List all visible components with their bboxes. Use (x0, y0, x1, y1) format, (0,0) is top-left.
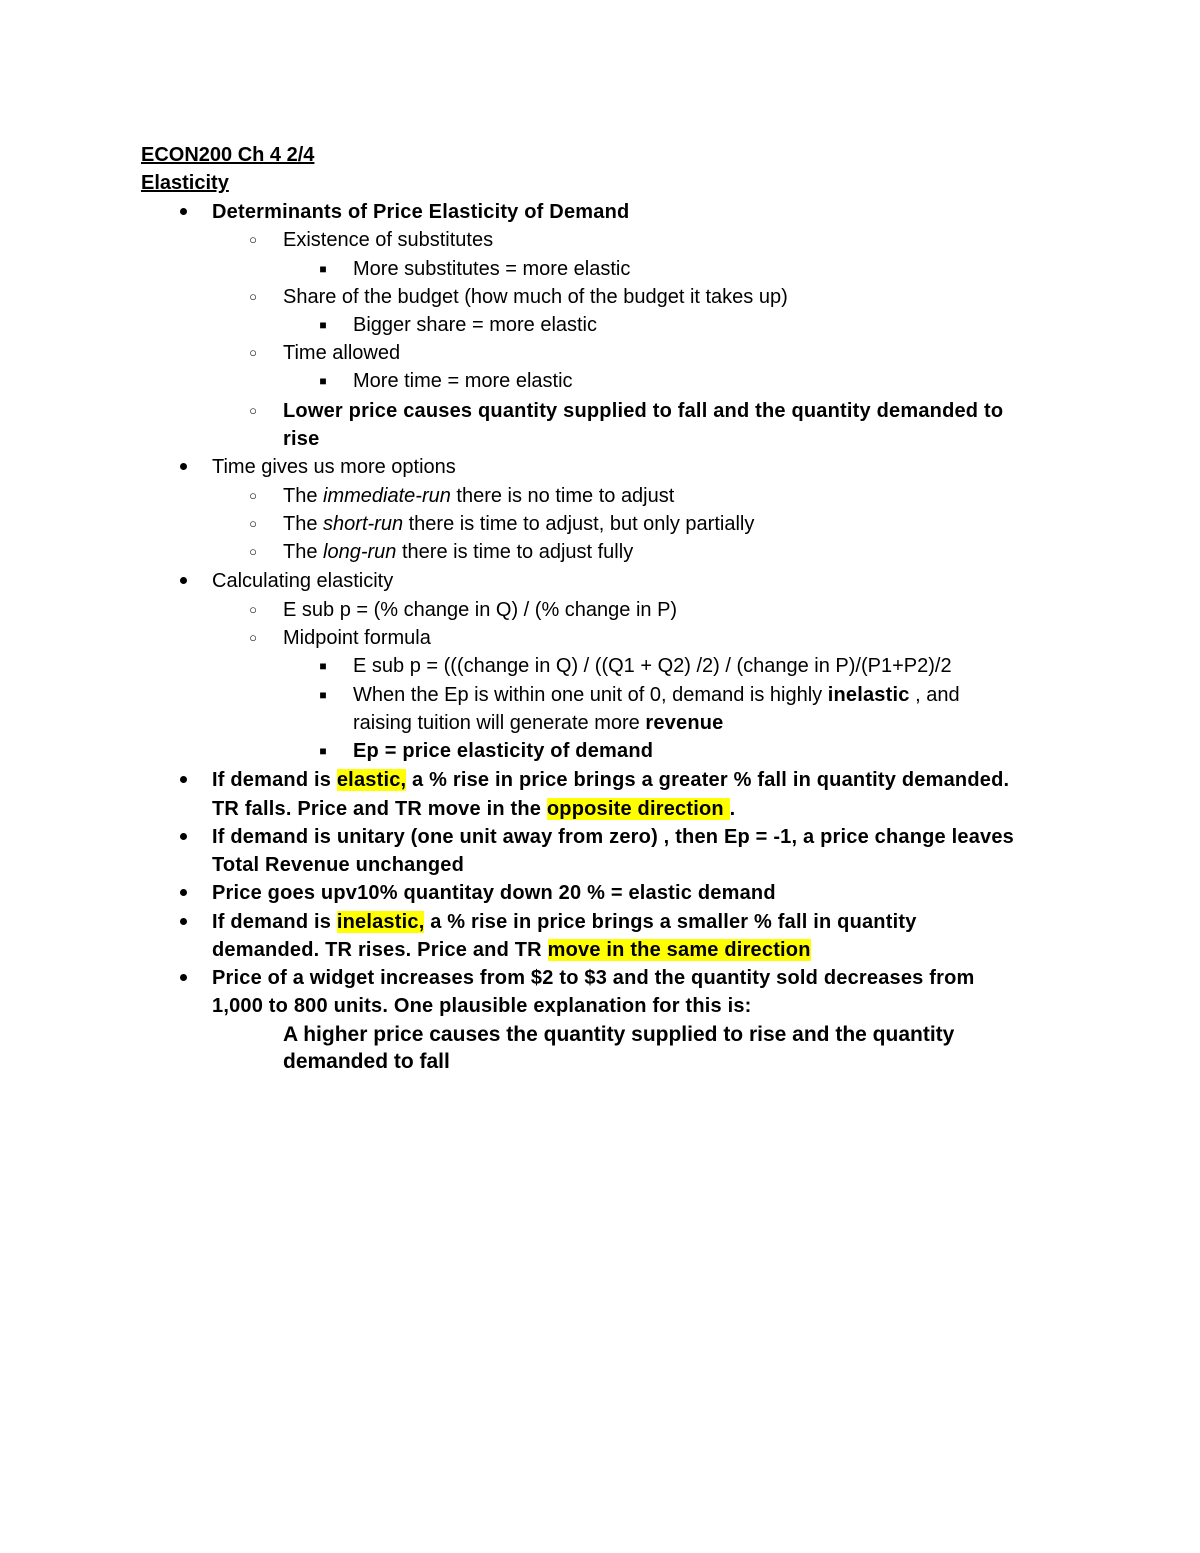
disc-bullet-icon (178, 964, 188, 992)
square-bullet-icon: ■ (319, 744, 327, 758)
square-bullet-icon: ■ (319, 688, 327, 702)
list-item: Price goes upv10% quantitay down 20 % = elastic demand (212, 882, 776, 904)
circle-bullet-icon: ○ (249, 289, 257, 304)
circle-bullet-icon: ○ (249, 602, 257, 617)
disc-bullet-icon (178, 766, 188, 794)
list-item-continued: raising tuition will generate more revenue (353, 712, 724, 734)
highlight: inelastic, (336, 911, 425, 933)
list-item: Share of the budget (how much of the budget it takes up) (283, 286, 788, 308)
list-item: Time allowed (283, 342, 401, 364)
square-bullet-icon: ■ (319, 659, 327, 673)
list-item: Calculating elasticity (212, 570, 394, 592)
disc-bullet-icon (178, 567, 188, 595)
list-item: The short-run there is time to adjust, but only partially (283, 513, 755, 535)
highlight: elastic, (336, 769, 407, 791)
list-item: When the Ep is within one unit of 0, demand is highly inelastic , and (353, 684, 960, 706)
list-item: The long-run there is time to adjust fully (283, 541, 634, 563)
list-item-continued: 1,000 to 800 units. One plausible explanation for this is: (212, 995, 752, 1017)
list-item: Determinants of Price Elasticity of Demand (212, 201, 630, 223)
list-item: If demand is inelastic, a % rise in price brings a smaller % fall in quantity (212, 911, 917, 933)
square-bullet-icon: ■ (319, 262, 327, 276)
list-item: More substitutes = more elastic (353, 258, 631, 280)
list-item-continued: rise (283, 428, 320, 450)
square-bullet-icon: ■ (319, 318, 327, 332)
list-item-continued: Total Revenue unchanged (212, 854, 465, 876)
document-title: ECON200 Ch 4 2/4 (141, 144, 315, 166)
list-item: E sub p = (% change in Q) / (% change in P) (283, 599, 678, 621)
list-item: More time = more elastic (353, 370, 573, 392)
circle-bullet-icon: ○ (249, 630, 257, 645)
list-item: If demand is unitary (one unit away from zero) , then Ep = -1, a price change leaves (212, 826, 1015, 848)
list-item-continued: demanded. TR rises. Price and TR move in the same direction (212, 939, 811, 961)
list-item: Ep = price elasticity of demand (353, 740, 654, 762)
circle-bullet-icon: ○ (249, 345, 257, 360)
list-item: Time gives us more options (212, 456, 456, 478)
circle-bullet-icon: ○ (249, 544, 257, 559)
disc-bullet-icon (178, 908, 188, 936)
list-item: Lower price causes quantity supplied to fall and the quantity demanded to (283, 400, 1004, 422)
highlight: opposite direction (546, 798, 730, 820)
list-item-continued: TR falls. Price and TR move in the opposite direction . (212, 798, 736, 820)
circle-bullet-icon: ○ (249, 403, 257, 418)
square-bullet-icon: ■ (319, 374, 327, 388)
list-item: The immediate-run there is no time to adjust (283, 485, 675, 507)
disc-bullet-icon (178, 198, 188, 226)
section-heading: Elasticity (141, 172, 229, 194)
disc-bullet-icon (178, 879, 188, 907)
answer-text: demanded to fall (283, 1050, 450, 1073)
list-item: Existence of substitutes (283, 229, 494, 251)
circle-bullet-icon: ○ (249, 232, 257, 247)
list-item: Price of a widget increases from $2 to $3 and the quantity sold decreases from (212, 967, 975, 989)
list-item: If demand is elastic, a % rise in price brings a greater % fall in quantity demanded. (212, 769, 1010, 791)
list-item: Midpoint formula (283, 627, 431, 649)
circle-bullet-icon: ○ (249, 488, 257, 503)
list-item: E sub p = (((change in Q) / ((Q1 + Q2) /2) / (change in P)/(P1+P2)/2 (353, 655, 952, 677)
list-item: Bigger share = more elastic (353, 314, 598, 336)
disc-bullet-icon (178, 823, 188, 851)
circle-bullet-icon: ○ (249, 516, 257, 531)
highlight: move in the same direction (547, 939, 811, 961)
disc-bullet-icon (178, 453, 188, 481)
answer-text: A higher price causes the quantity supplied to rise and the quantity (283, 1023, 955, 1046)
